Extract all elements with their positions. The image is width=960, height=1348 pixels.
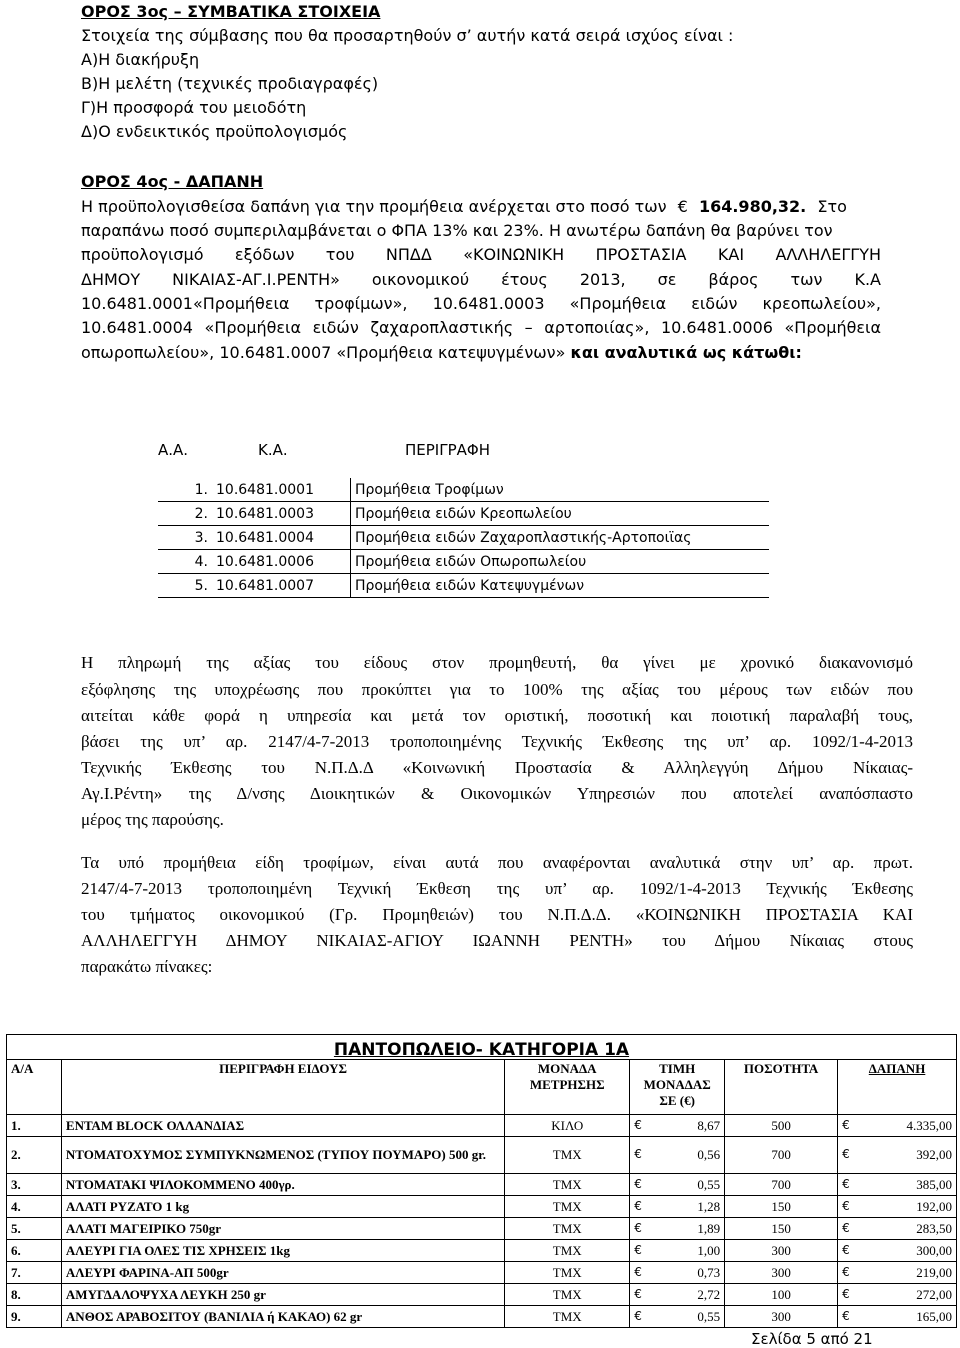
items-table-row bbox=[158, 550, 769, 574]
table-row bbox=[7, 1115, 957, 1137]
row-description: ΑΛΑΤΙ ΡΥΖΑΤΟ 1 kg bbox=[61, 1196, 504, 1218]
row-cost-value: 192,00 bbox=[916, 1198, 952, 1214]
items-row-aa: 2. bbox=[158, 502, 212, 526]
row-quantity: 100 bbox=[725, 1284, 838, 1306]
row-unit: ΤΜΧ bbox=[505, 1196, 630, 1218]
section4-line-1-text: Η προϋπολογισθείσα δαπάνη για την προμήθεια ανέρχεται στο ποσό των bbox=[81, 197, 667, 216]
items-row-desc: Προμήθεια ειδών Κρεοπωλείου bbox=[351, 502, 770, 526]
payment-line-5: Τεχνικής Έκθεσης του Ν.Π.Δ.Δ «Κοινωνική Προστασία & Αλληλεγγύη Δήμου Νίκαιας- bbox=[81, 758, 913, 777]
row-unit-price bbox=[630, 1306, 725, 1328]
payment-line-3: αιτείται κάθε φορά η υπηρεσία και μετά τον οριστική, ποσοτική και ποιοτική παραλαβή τους, bbox=[81, 706, 913, 725]
euro-icon: € bbox=[842, 1308, 850, 1323]
table-row bbox=[7, 1218, 957, 1240]
row-cost-value: 385,00 bbox=[916, 1176, 952, 1192]
row-cost-value: 300,00 bbox=[916, 1242, 952, 1258]
row-description: ΑΛΕΥΡΙ ΓΙΑ ΟΛΕΣ ΤΙΣ ΧΡΗΣΕΙΣ 1kg bbox=[61, 1240, 504, 1262]
section4-title: ΟΡΟΣ 4ος - ΔΑΠΑΝΗ bbox=[81, 172, 264, 191]
row-cost bbox=[838, 1306, 957, 1328]
row-cost-value: 272,00 bbox=[916, 1286, 952, 1302]
section3-line-4: Γ)Η προσφορά του μειοδότη bbox=[81, 98, 307, 117]
main-table-title: ΠΑΝΤΟΠΩΛΕΙΟ- ΚΑΤΗΓΟΡΙΑ 1Α bbox=[333, 1040, 630, 1060]
row-quantity: 500 bbox=[725, 1115, 838, 1137]
header-aa: Α/Α bbox=[7, 1060, 62, 1115]
items-header-aa: Α.Α. bbox=[158, 441, 189, 459]
payment-line-1: Η πληρωμή της αξίας του είδους στον προμηθευτή, θα γίνει με χρονικό διακανονισμό bbox=[81, 653, 913, 672]
euro-icon: € bbox=[634, 1308, 642, 1323]
row-quantity: 150 bbox=[725, 1218, 838, 1240]
row-cost bbox=[838, 1174, 957, 1196]
euro-icon: € bbox=[634, 1242, 642, 1257]
row-cost bbox=[838, 1137, 957, 1174]
items-row-desc: Προμήθεια ειδών Κατεψυγμένων bbox=[351, 574, 770, 598]
row-unit: ΤΜΧ bbox=[505, 1218, 630, 1240]
items-row-aa: 4. bbox=[158, 550, 212, 574]
food-line-4: ΑΛΛΗΛΕΓΓΥΗ ΔΗΜΟΥ ΝΙΚΑΙΑΣ-ΑΓΙΟΥ ΙΩΑΝΝΗ ΡΕΝΤΗ» του Δήμου Νίκαιας στους bbox=[81, 931, 913, 950]
section4-line-7 bbox=[81, 343, 802, 362]
row-unit-price bbox=[630, 1218, 725, 1240]
euro-icon: € bbox=[842, 1286, 850, 1301]
euro-icon: € bbox=[842, 1264, 850, 1279]
payment-line-2: εξόφλησης της υποχρέωσης που προκύπτει για το 100% της αξίας του μέρους των ειδών που bbox=[81, 680, 913, 699]
section3-line-2: Α)Η διακήρυξη bbox=[81, 50, 200, 69]
section4-line-1-end: Στο bbox=[817, 197, 847, 216]
euro-icon: € bbox=[634, 1264, 642, 1279]
table-row bbox=[7, 1137, 957, 1174]
euro-icon: € bbox=[634, 1286, 642, 1301]
row-unit-price-value: 1,28 bbox=[697, 1198, 721, 1214]
food-line-3: του τμήματος οικονομικού (Γρ. Προμηθειών) του Ν.Π.Δ.Δ. «ΚΟΙΝΩΝΙΚΗ ΠΡΟΣΤΑΣΙΑ ΚΑΙ bbox=[81, 905, 913, 924]
row-description: ΑΛΑΤΙ ΜΑΓΕΙΡΙΚΟ 750gr bbox=[61, 1218, 504, 1240]
row-unit: ΚΙΛΟ bbox=[505, 1115, 630, 1137]
row-description: ΑΛΕΥΡΙ ΦΑΡΙΝΑ-ΑΠ 500gr bbox=[61, 1262, 504, 1284]
row-cost bbox=[838, 1196, 957, 1218]
items-row-desc: Προμήθεια Τροφίμων bbox=[351, 478, 770, 502]
row-unit-price bbox=[630, 1174, 725, 1196]
row-cost-value: 165,00 bbox=[916, 1308, 952, 1324]
items-table-row bbox=[158, 478, 769, 502]
budget-amount: 164.980,32. bbox=[698, 197, 807, 216]
items-table-row bbox=[158, 526, 769, 550]
row-unit-price bbox=[630, 1115, 725, 1137]
items-row-desc: Προμήθεια ειδών Οπωροπωλείου bbox=[351, 550, 770, 574]
euro-icon: € bbox=[842, 1147, 850, 1161]
table-row bbox=[7, 1306, 957, 1328]
euro-icon: € bbox=[842, 1242, 850, 1257]
table-row bbox=[7, 1284, 957, 1306]
section3-line-1: Στοιχεία της σύμβασης που θα προσαρτηθούν σ’ αυτήν κατά σειρά ισχύος είναι : bbox=[81, 26, 734, 45]
row-cost bbox=[838, 1284, 957, 1306]
row-description: ΝΤΟΜΑΤΟΧΥΜΟΣ ΣΥΜΠΥΚΝΩΜΕΝΟΣ (ΤΥΠΟΥ ΠΟΥΜΑΡΟ) 500 gr. bbox=[61, 1137, 504, 1174]
items-row-ka: 10.6481.0004 bbox=[212, 526, 351, 550]
section3-line-5: Δ)Ο ενδεικτικός προϋπολογισμός bbox=[81, 122, 348, 141]
row-cost bbox=[838, 1218, 957, 1240]
row-unit-price-value: 1,89 bbox=[697, 1220, 721, 1236]
row-cost-value: 4.335,00 bbox=[906, 1117, 952, 1133]
header-unit-price: ΤΙΜΗ ΜΟΝΑΔΑΣ ΣΕ (€) bbox=[630, 1060, 725, 1115]
food-line-2: 2147/4-7-2013 τροποποιημένη Τεχνική Έκθεση της υπ’ αρ. 1092/1-4-2013 Τεχνικής Έκθεσης bbox=[81, 879, 913, 898]
row-quantity: 300 bbox=[725, 1262, 838, 1284]
row-quantity: 300 bbox=[725, 1306, 838, 1328]
row-aa: 6. bbox=[7, 1240, 62, 1262]
section4-line-7-bold: και αναλυτικά ως κάτωθι: bbox=[570, 343, 802, 362]
row-quantity: 700 bbox=[725, 1174, 838, 1196]
section4-line-5: 10.6481.0001«Προμήθεια τροφίμων», 10.6481.0003 «Προμήθεια ειδών κρεοπωλείου», bbox=[81, 294, 881, 313]
items-row-aa: 5. bbox=[158, 574, 212, 598]
food-line-5: παρακάτω πίνακες: bbox=[81, 957, 213, 976]
euro-icon: € bbox=[842, 1176, 850, 1191]
section4-line-3: προϋπολογισμό εξόδων του ΝΠΔΔ «ΚΟΙΝΩΝΙΚΗ ΠΡΟΣΤΑΣΙΑ ΚΑΙ ΑΛΛΗΛΕΓΓΥΗ bbox=[81, 245, 881, 264]
row-cost bbox=[838, 1240, 957, 1262]
items-table bbox=[158, 478, 769, 598]
items-header-ka: Κ.Α. bbox=[258, 441, 288, 459]
euro-icon: € bbox=[634, 1176, 642, 1191]
items-table-row bbox=[158, 502, 769, 526]
row-description: ΑΝΘΟΣ ΑΡΑΒΟΣΙΤΟΥ (ΒΑΝΙΛΙΑ ή ΚΑΚΑΟ) 62 gr bbox=[61, 1306, 504, 1328]
row-unit-price bbox=[630, 1240, 725, 1262]
euro-icon: € bbox=[842, 1117, 850, 1132]
row-aa: 7. bbox=[7, 1262, 62, 1284]
section3-line-3: Β)Η μελέτη (τεχνικές προδιαγραφές) bbox=[81, 74, 379, 93]
items-row-aa: 1. bbox=[158, 478, 212, 502]
euro-icon: € bbox=[634, 1117, 642, 1132]
euro-icon: € bbox=[677, 197, 688, 216]
row-unit: ΤΜΧ bbox=[505, 1284, 630, 1306]
row-unit: ΤΜΧ bbox=[505, 1174, 630, 1196]
row-cost bbox=[838, 1115, 957, 1137]
row-unit-price-value: 0,55 bbox=[697, 1308, 721, 1324]
items-row-ka: 10.6481.0006 bbox=[212, 550, 351, 574]
items-row-ka: 10.6481.0003 bbox=[212, 502, 351, 526]
items-row-ka: 10.6481.0001 bbox=[212, 478, 351, 502]
row-quantity: 300 bbox=[725, 1240, 838, 1262]
section4-line-2: παραπάνω ποσό συμπεριλαμβάνεται ο ΦΠΑ 13% και 23%. Η ανωτέρω δαπάνη θα βαρύνει τον bbox=[81, 221, 833, 240]
euro-icon: € bbox=[634, 1220, 642, 1235]
row-unit: ΤΜΧ bbox=[505, 1137, 630, 1174]
row-unit-price bbox=[630, 1196, 725, 1218]
items-row-aa: 3. bbox=[158, 526, 212, 550]
row-description: ΑΜΥΓΔΑΛΟΨΥΧΑ ΛΕΥΚΗ 250 gr bbox=[61, 1284, 504, 1306]
row-unit-price-value: 8,67 bbox=[697, 1117, 721, 1133]
main-table bbox=[6, 1059, 957, 1328]
row-unit-price bbox=[630, 1262, 725, 1284]
table-row bbox=[7, 1196, 957, 1218]
row-cost bbox=[838, 1262, 957, 1284]
row-unit-price-value: 0,73 bbox=[697, 1264, 721, 1280]
euro-icon: € bbox=[842, 1220, 850, 1235]
section3-title: ΟΡΟΣ 3ος – ΣΥΜΒΑΤΙΚΑ ΣΤΟΙΧΕΙΑ bbox=[81, 2, 381, 21]
row-unit-price bbox=[630, 1137, 725, 1174]
row-aa: 1. bbox=[7, 1115, 62, 1137]
row-description: ΕΝΤΑΜ BLOCK ΟΛΛΑΝΔΙΑΣ bbox=[61, 1115, 504, 1137]
items-row-desc: Προμήθεια ειδών Ζαχαροπλαστικής-Αρτοποιϊας bbox=[351, 526, 770, 550]
row-aa: 9. bbox=[7, 1306, 62, 1328]
row-unit: ΤΜΧ bbox=[505, 1262, 630, 1284]
header-cost: ΔΑΠΑΝΗ bbox=[838, 1060, 957, 1115]
row-cost-value: 392,00 bbox=[916, 1147, 952, 1162]
row-unit-price-value: 1,00 bbox=[697, 1242, 721, 1258]
row-cost-value: 283,50 bbox=[916, 1220, 952, 1236]
payment-line-7: μέρος της παρούσης. bbox=[81, 810, 224, 829]
items-row-ka: 10.6481.0007 bbox=[212, 574, 351, 598]
header-description: ΠΕΡΙΓΡΑΦΗ ΕΙΔΟΥΣ bbox=[61, 1060, 504, 1115]
section4-line-4: ΔΗΜΟΥ ΝΙΚΑΙΑΣ-ΑΓ.Ι.ΡΕΝΤΗ» οικονομικού έτους 2013, σε βάρος των Κ.Α bbox=[81, 270, 881, 289]
row-description: ΝΤΟΜΑΤΑΚΙ ΨΙΛΟΚΟΜΜΕΝΟ 400γρ. bbox=[61, 1174, 504, 1196]
row-cost-value: 219,00 bbox=[916, 1264, 952, 1280]
row-unit-price-value: 0,55 bbox=[697, 1176, 721, 1192]
section4-line-1 bbox=[81, 197, 847, 216]
row-aa: 5. bbox=[7, 1218, 62, 1240]
row-aa: 8. bbox=[7, 1284, 62, 1306]
euro-icon: € bbox=[634, 1147, 642, 1161]
row-quantity: 150 bbox=[725, 1196, 838, 1218]
row-unit-price bbox=[630, 1284, 725, 1306]
header-unit: ΜΟΝΑΔΑ ΜΕΤΡΗΣΗΣ bbox=[505, 1060, 630, 1115]
items-table-row bbox=[158, 574, 769, 598]
table-row bbox=[7, 1240, 957, 1262]
payment-line-4: βάσει της υπ’ αρ. 2147/4-7-2013 τροποποιημένης Τεχνικής Έκθεσης της υπ’ αρ. 1092/1-4-2013 bbox=[81, 732, 913, 751]
page-number: Σελίδα 5 από 21 bbox=[751, 1330, 873, 1348]
row-aa: 2. bbox=[7, 1137, 62, 1174]
header-quantity: ΠΟΣΟΤΗΤΑ bbox=[725, 1060, 838, 1115]
section4-line-7-text: οπωροπωλείου», 10.6481.0007 «Προμήθεια κατεψυγμένων» bbox=[81, 343, 566, 362]
euro-icon: € bbox=[634, 1198, 642, 1213]
table-row bbox=[7, 1174, 957, 1196]
row-unit: ΤΜΧ bbox=[505, 1240, 630, 1262]
row-aa: 3. bbox=[7, 1174, 62, 1196]
items-header-desc: ΠΕΡΙΓΡΑΦΗ bbox=[405, 441, 490, 459]
section4-line-6: 10.6481.0004 «Προμήθεια ειδών ζαχαροπλαστικής – αρτοποιίας», 10.6481.0006 «Προμήθεια bbox=[81, 318, 881, 337]
row-unit-price-value: 2,72 bbox=[697, 1286, 721, 1302]
table-row bbox=[7, 1262, 957, 1284]
row-unit-price-value: 0,56 bbox=[697, 1147, 721, 1162]
row-quantity: 700 bbox=[725, 1137, 838, 1174]
row-unit: ΤΜΧ bbox=[505, 1306, 630, 1328]
row-aa: 4. bbox=[7, 1196, 62, 1218]
food-line-1: Τα υπό προμήθεια είδη τροφίμων, είναι αυτά που αναφέρονται αναλυτικά στην υπ’ αρ. πρωτ. bbox=[81, 853, 913, 872]
payment-line-6: Αγ.Ι.Ρέντη» της Δ/νσης Διοικητικών & Οικονομικών Υπηρεσιών που αποτελεί αναπόσπαστο bbox=[81, 784, 913, 803]
euro-icon: € bbox=[842, 1198, 850, 1213]
